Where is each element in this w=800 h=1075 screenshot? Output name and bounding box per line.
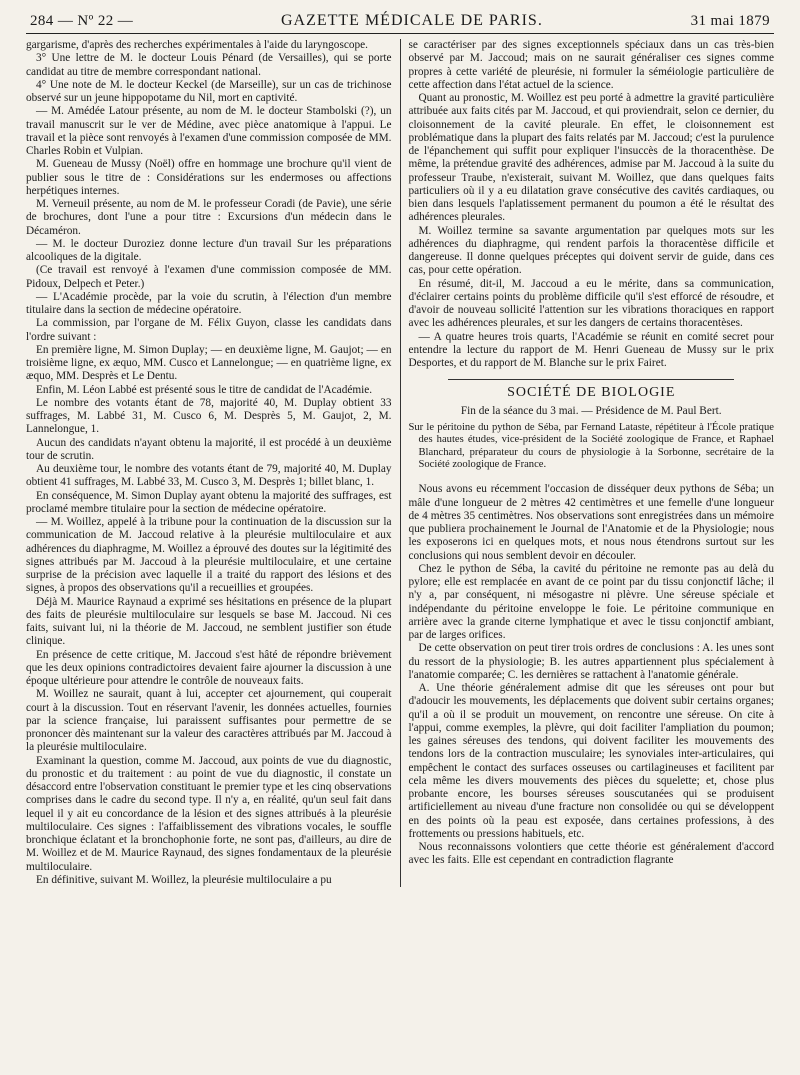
paragraph: — M. le docteur Duroziez donne lecture d'un travail Sur les préparations alcooliques de la digitale. (26, 237, 392, 263)
issue-date: 31 mai 1879 (690, 13, 770, 29)
paragraph: Examinant la question, comme M. Jaccoud, aux points de vue du diagnostic, du pronostic et du traitement : au point de vue du diagnostic, il constate un désaccord entre l'observation constituant le premier type et les cinq observations comprises dans le cadre du second type. Il n'y a, en réalité, qu'un seul fait dans lequel il y ait eu concordance de la lésion et des signes attribués à la pleurésie multiloculaire. Ces signes : l'affaiblissement des vibrations vocales, le souffle bronchique éclatant et la bronchophonie forte, ne sont pas, d'ailleurs, au dire de M. Woillez et de M. Maurice Raynaud, des signes fondamentaux de la pleurésie multiloculaire. (26, 754, 392, 873)
paragraph: M. Gueneau de Mussy (Noël) offre en hommage une brochure qu'il vient de publier sous le titre de : Considérations sur les endermoses ou affections herpétiques internes. (26, 158, 392, 197)
paragraph: Le nombre des votants étant de 78, majorité 40, M. Duplay obtient 33 suffrages, M. Labbé 31, M. Cusco 6, M. Desprès 5, M. Gaujot, 2, M. Lannelongue, 1. (26, 396, 392, 436)
paragraph: 4° Une note de M. le docteur Keckel (de Marseille), sur un cas de trichinose observé sur un jeune hippopotame du Nil, mort en captivité. (26, 78, 392, 104)
journal-title: GAZETTE MÉDICALE DE PARIS. (280, 12, 543, 29)
paragraph: En présence de cette critique, M. Jaccoud s'est hâté de répondre brièvement que les deux opinions contradictoires devaient faire ajourner la discussion à une époque ultérieure pour attendre le contrôle de nouveaux faits. (26, 648, 392, 687)
paragraph: gargarisme, d'après des recherches expérimentales à l'aide du laryngoscope. (26, 39, 368, 51)
paragraph: se caractériser par des signes exceptionnels spéciaux dans un cas très-bien observé par M. Jaccoud; mais on ne saurait généraliser ces signes comme propres à cette variété de pleurésie, ni formuler la séméiologie particulière de cette affection dans l'état actuel de la science. (408, 39, 774, 91)
text-columns (26, 39, 774, 887)
left-column (26, 39, 392, 887)
paragraph: M. Woillez ne saurait, quant à lui, accepter cet ajournement, qui couperait court à la discussion. Tout en réservant l'avenir, les données actuelles, fournies par la science française, lui paraissent suffisantes pour permettre de se prononcer dès maintenant sur la valeur des caractères attribués par M. Jaccoud à la pleurésie multiloculaire. (26, 688, 392, 754)
paragraph: 3° Une lettre de M. le docteur Louis Pénard (de Versailles), qui se porte candidat au titre de membre correspondant national. (26, 52, 392, 78)
paragraph: En résumé, dit-il, M. Jaccoud a eu le mérite, dans sa communication, d'éclairer certains points du problème difficile qu'il s'est efforcé de résoudre, et d'avoir de nouveau sollicité l'attention sur les vibrations thoraciques en rapport avec les adhérences pleurales, et sur les dangers de certains thoracentèses. (408, 277, 774, 330)
paragraph: En conséquence, M. Simon Duplay ayant obtenu la majorité des suffrages, est proclamé membre titulaire pour la section de médecine opératoire. (26, 489, 392, 515)
paragraph: Quant au pronostic, M. Woillez est peu porté à admettre la gravité particulière attribuée aux faits cités par M. Jaccoud, et qui proviendrait, selon ce dernier, du cloisonnement de la cavité pleurale. En effet, le cloisonnement est problématique dans la plupart des faits relatés par M. Jaccoud; c'est la purulence de l'épanchement qui suffit pour expliquer l'insuccès de la thoracenthèse. De même, la prétendue gravité des adhérences, admise par M. Jaccoud à la suite du professeur Traube, n'existerait, suivant M. Woillez, que dans quelques faits particuliers où il y a eu dilatation grave consécutive des cavités cardiaques, ou bien dans lesquels l'aplatissement permanent du poumon a été le résultat des adhérences pleurales. (408, 92, 774, 224)
session-line: Fin de la séance du 3 mai. — Présidence de M. Paul Bert. (460, 404, 722, 417)
paragraph: — L'Académie procède, par la voie du scrutin, à l'élection d'un membre titulaire dans la section de médecine opératoire. (26, 290, 392, 316)
column-divider (400, 39, 401, 887)
paragraph: Nous avons eu récemment l'occasion de disséquer deux pythons de Séba; un mâle d'une longueur de 2 mètres 42 centimètres et une femelle d'une longueur de 4 mètres 35 centimètres. Nos observations sont enregistrées dans un mémoire que publiera prochainement le Journal de l'Anatomie et de la Physiologie; nous les exposerons ici en quelques mots, et nous nous étendrons surtout sur les conclusions qui nous semblent devoir en découler. (408, 483, 774, 562)
section-title: SOCIÉTÉ DE BIOLOGIE (507, 385, 676, 401)
article-heading: Sur le péritoine du python de Séba, par Fernand Lataste, répétiteur à l'École pratique des hautes études, vice-président de la Société zoologique de France, et Raphael Blanchard, préparateur du cours de physiologie à la Sorbonne, secrétaire de la Société zoologique de France. (408, 421, 774, 470)
paragraph: — M. Amédée Latour présente, au nom de M. le docteur Stambolski (?), un travail manuscrit sur le ver de Médine, avec pièce anatomique à l'appui. Le travail et la pièce sont renvoyés à l'examen d'une commission composée de MM. Charles Robin et Vulpian. (26, 105, 392, 157)
right-column (408, 39, 774, 887)
paragraph: En définitive, suivant M. Woillez, la pleurésie multiloculaire a pu (36, 873, 332, 886)
paragraph: Aucun des candidats n'ayant obtenu la majorité, il est procédé à un deuxième tour de scrutin. (26, 436, 392, 462)
page-number: 284 — Nº 22 — (30, 13, 134, 29)
paragraph: De cette observation on peut tirer trois ordres de conclusions : A. les unes sont du ressort de la physiologie; B. les autres appartiennent plus spécialement à l'anatomie comparée; C. les dernières se rattachent à l'anatomie générale. (408, 642, 774, 681)
paragraph: Au deuxième tour, le nombre des votants étant de 79, majorité 40, M. Duplay obtient 41 suffrages, M. Labbé 33, M. Cusco 3, M. Desprès 1; billet blanc, 1. (26, 463, 392, 489)
paragraph: En première ligne, M. Simon Duplay; — en deuxième ligne, M. Gaujot; — en troisième ligne, ex æquo, MM. Cusco et Lannelongue; — en quatrième ligne, ex æquo, MM. Desprès et Le Dentu. (26, 343, 392, 383)
paragraph: La commission, par l'organe de M. Félix Guyon, classe les candidats dans l'ordre suivant : (26, 317, 392, 343)
paragraph: Nous reconnaissons volontiers que cette théorie est généralement d'accord avec les faits. Elle est cependant en contradiction flagrante (408, 841, 774, 867)
paragraph: Chez le python de Séba, la cavité du péritoine ne remonte pas au delà du pylore; elle est remplacée en avant de ce point par du tissu conjonctif lâche; il n'y a, par conséquent, ni mésogastre ni plèvre. Une séreuse spéciale et indépendante du péritoine enveloppe le foie. Le péritoine communique en arrière avec la grande citerne lymphatique et avec le tissu conjonctif ambiant, par de larges orifices. (408, 562, 774, 642)
paragraph: — M. Woillez, appelé à la tribune pour la continuation de la discussion sur la communication de M. Jaccoud relative à la pleurésie multiloculaire et aux adhérences du diaphragme, M. Woillez a éprouvé des doutes sur la légitimité des signes attribués par M. Jaccoud à la pleurésie multiloculaire, et une certaine surprise de la précision avec laquelle il a traité du rapport des lésions et des signes, à propos des observations qu'il a recueillies et groupées. (26, 516, 392, 595)
section-rule (448, 379, 734, 380)
paragraph: (Ce travail est renvoyé à l'examen d'une commission composée de MM. Pidoux, Delpech et Peter.) (26, 264, 392, 290)
paragraph: Enfin, M. Léon Labbé est présenté sous le titre de candidat de l'Académie. (36, 383, 373, 396)
paragraph: A. Une théorie généralement admise dit que les séreuses ont pour but d'adoucir les mouvements, les déplacements que doivent subir certains organes; qu'il a où il se produit un mouvement, on rencontre une séreuse. On cite à l'appui, comme exemples, la plèvre, qui doit faciliter l'ampliation du poumon; les gaines séreuses des tendons, qui doivent faciliter les mouvements des tendons lors de la contraction musculaire; les synoviales inter-articulaires, qui empêchent le contact des surfaces osseuses ou cartilagineuses et facilitent par cela même les divers mouvements des pièces du squelette; et, chose plus probante encore, les bourses séreuses souscutanées qui se produisent artificiellement au niveau d'une fracture non consolidée ou qui se développent en des points où la peau est exposée, dans certaines professions, à des frottements ou pressions habituels, etc. (408, 682, 774, 840)
paragraph: — A quatre heures trois quarts, l'Académie se réunit en comité secret pour entendre la lecture du rapport de M. Henri Gueneau de Mussy sur le prix Desportes, et du rapport de M. Blanche sur le prix Fairet. (408, 330, 774, 369)
paragraph: Déjà M. Maurice Raynaud a exprimé ses hésitations en présence de la plupart des faits de pleurésie multiloculaire sur lesquels se base M. Jaccoud. Ni ces faits, suivant lui, ni la théorie de M. Jaccoud, ne semblent justifier son étude clinique. (26, 595, 392, 648)
page-header (26, 12, 774, 34)
paragraph: M. Verneuil présente, au nom de M. le professeur Coradi (de Pavie), une série de brochures, dont l'une a pour titre : Excursions d'un médecin dans le Décaméron. (26, 198, 392, 237)
paragraph: M. Woillez termine sa savante argumentation par quelques mots sur les adhérences du diaphragme, qui rendent parfois la thoracentèse difficile et dangereuse. Il donne quelques préceptes qui doivent servir de guide, dans ces cas, pour cette opération. (408, 224, 774, 277)
